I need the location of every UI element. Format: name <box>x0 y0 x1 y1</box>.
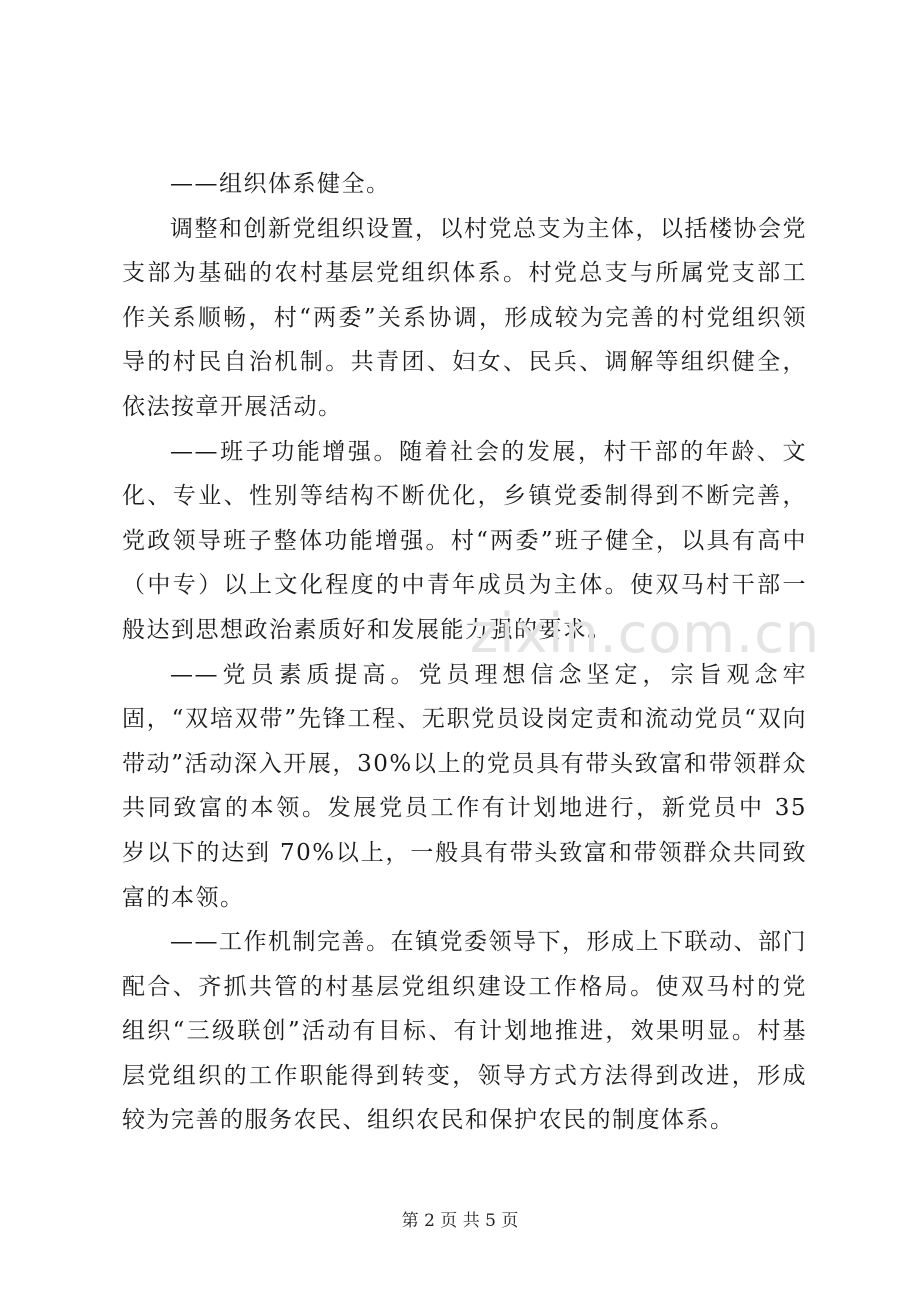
watermark: zixin.com.cn <box>470 602 821 665</box>
page-footer: 第 2 页 共 5 页 <box>401 1211 519 1231</box>
paragraph-work-mechanism: ——工作机制完善。在镇党委领导下，形成上下联动、部门配合、齐抓共管的村基层党组织建设工作格局。使双马村的党组织“三级联创”活动有目标、有计划地推进，效果明显。村基层党组织的工作职能得到转变，领导方式方法得到改进，形成较为完善的服务农民、组织农民和保护农民的制度体系。 <box>122 929 807 1134</box>
paragraph-team-function: ——班子功能增强。随着社会的发展，村干部的年龄、文化、专业、性别等结构不断优化，乡镇党委制得到不断完善，党政领导班子整体功能增强。村“两委”班子健全，以具有高中（中专）以上文化程度的中青年成员为主体。使双马村干部一般达到思想政治素质好和发展能力强的要求。 <box>122 438 807 643</box>
document-body <box>122 162 807 1143</box>
paragraph-heading-organization: ——组织体系健全。 <box>170 171 391 197</box>
paragraph-organization-system: 调整和创新党组织设置，以村党总支为主体，以括楼协会党支部为基础的农村基层党组织体系。村党总支与所属党支部工作关系顺畅，村“两委”关系协调，形成较为完善的村党组织领导的村民自治机制。共青团、妇女、民兵、调解等组织健全，依法按章开展活动。 <box>122 215 807 420</box>
paragraph-member-quality: ——党员素质提高。党员理想信念坚定，宗旨观念牢固，“双培双带”先锋工程、无职党员设岗定责和流动党员“双向带动”活动深入开展，30%以上的党员具有带头致富和带领群众共同致富的本领。发展党员工作有计划地进行，新党员中 35 岁以下的达到 70%以上，一般具有带头致富和带领群众共同致富的本领。 <box>122 661 807 911</box>
